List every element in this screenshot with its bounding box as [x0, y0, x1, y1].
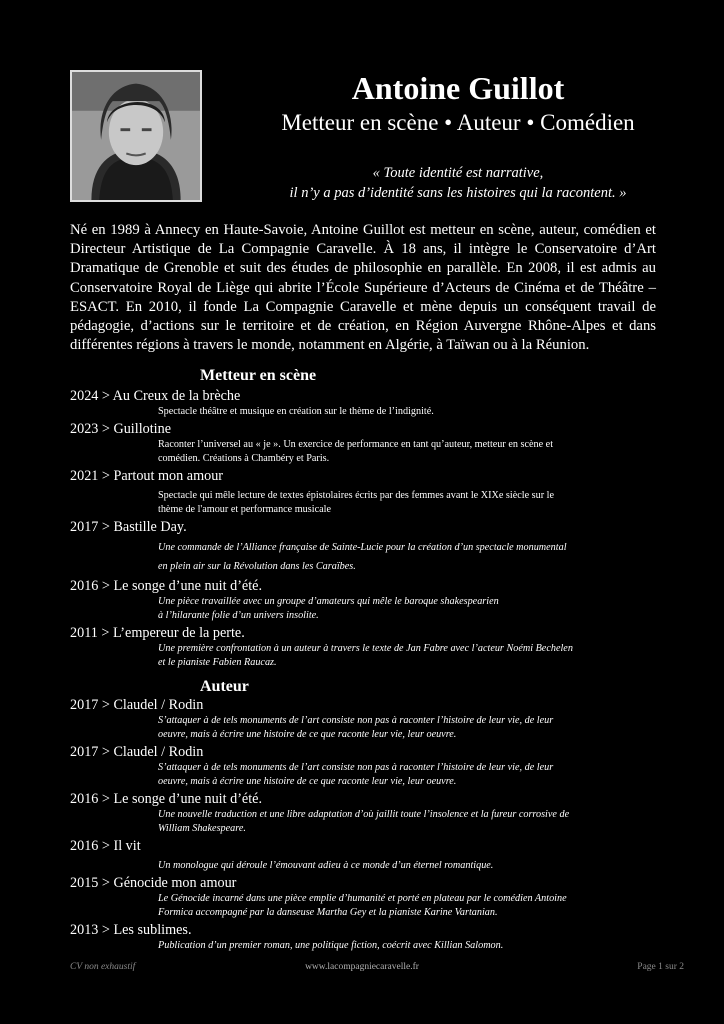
entry-description	[158, 642, 670, 672]
entry-heading: 2021 > Partout mon amour	[70, 468, 224, 484]
person-name: Antoine Guillot	[351, 70, 565, 106]
quote-line-1: « Toute identité est narrative,	[372, 165, 544, 181]
entry-heading: 2017 > Claudel / Rodin	[70, 697, 204, 713]
quote-line-2: il n’y a pas d’identité sans les histoires qui la racontent. »	[289, 185, 627, 201]
description-line: oeuvre, mais à écrire une histoire de ce que raconte leur vie, leur oeuvre.	[158, 776, 457, 787]
entry-heading: 2016 > Le songe d’une nuit d’été.	[70, 578, 262, 594]
entry	[70, 744, 670, 791]
entry-description	[158, 939, 670, 955]
section-entries-metteur	[70, 388, 670, 672]
entry	[70, 468, 670, 519]
footer-website-link[interactable]: www.lacompagniecaravelle.fr	[305, 962, 419, 972]
description-line: Raconter l’universel au « je ». Un exercice de performance en tant qu’auteur, metteur en scène et	[158, 439, 554, 450]
entry-heading: 2015 > Génocide mon amour	[70, 875, 237, 891]
description-line: S’attaquer à de tels monuments de l’art consiste non pas à raconter l’histoire de leur vie, de leur	[158, 715, 554, 726]
entry	[70, 791, 670, 838]
entry	[70, 838, 670, 875]
entry-heading: 2013 > Les sublimes.	[70, 922, 192, 938]
entry	[70, 875, 670, 922]
entry	[70, 388, 670, 421]
entry-description	[158, 892, 670, 922]
entry	[70, 519, 670, 578]
description-line: Publication d’un premier roman, une politique fiction, coécrit avec Killian Salomon.	[158, 940, 504, 951]
description-line: Formica accompagné par la danseuse Martha Gey et la pianiste Karine Vartanian.	[158, 907, 498, 918]
roles-subtitle: Metteur en scène • Auteur • Comédien	[281, 110, 635, 135]
entry-description	[158, 485, 670, 519]
entry-heading: 2011 > L’empereur de la perte.	[70, 625, 245, 641]
description-line: William Shakespeare.	[158, 823, 246, 834]
biography-paragraph: Né en 1989 à Annecy en Haute-Savoie, Antoine Guillot est metteur en scène, auteur, comédien et Directeur Artistique de La Compagnie Caravelle. À 18 ans, il intègre le Conservatoire d’Art Dramatique de Grenoble et suit des études de philosophie en parallèle. En 2008, il est admis au Conservatoire Royal de Liège qui abrite l’École Supérieure d’Acteurs de Cinéma et de Théâtre – ESACT. En 2010, il fonde La Compagnie Caravelle et mène depuis un conséquent travail de pédagogie, d’actions sur le territoire et de création, en Région Auvergne Rhône-Alpes et dans différentes régions à travers le monde, notamment en Algérie, à Taïwan ou à la Réunion.	[70, 222, 656, 354]
entry	[70, 578, 670, 625]
entry-description	[158, 405, 670, 421]
description-line: à l’hilarante folie d’un univers insolite.	[158, 610, 319, 621]
portrait-photo	[70, 70, 202, 202]
entry-description	[158, 536, 670, 578]
description-line: Une pièce travaillée avec un groupe d’amateurs qui mêle le baroque shakespearien	[158, 596, 499, 607]
description-line: oeuvre, mais à écrire une histoire de ce que raconte leur vie, leur oeuvre.	[158, 729, 457, 740]
entry-heading: 2017 > Bastille Day.	[70, 519, 187, 535]
entry-description	[158, 808, 670, 838]
entry-heading: 2016 > Il vit	[70, 838, 141, 854]
description-line: Une nouvelle traduction et une libre adaptation d’où jaillit toute l’insolence et la fureur corrosive de	[158, 809, 570, 820]
footer-page-number: Page 1 sur 2	[637, 962, 684, 972]
description-line: Un monologue qui déroule l’émouvant adieu à ce monde d’un éternel romantique.	[158, 860, 494, 871]
description-line: comédien. Créations à Chambéry et Paris.	[158, 453, 330, 464]
description-line: Spectacle théâtre et musique en création sur le thème de l’indignité.	[158, 406, 434, 417]
section-title-auteur: Auteur	[200, 678, 249, 695]
entry-description	[158, 438, 670, 468]
entry-heading: 2016 > Le songe d’une nuit d’été.	[70, 791, 262, 807]
description-line: Spectacle qui mêle lecture de textes épistolaires écrits par des femmes avant le XIXe siècle sur le	[158, 490, 555, 501]
quote	[230, 163, 686, 203]
section-entries-auteur	[70, 697, 670, 955]
section-title-metteur: Metteur en scène	[200, 367, 317, 384]
description-line: Une première confrontation à un auteur à travers le texte de Jan Fabre avec l’acteur Noémi Bechelen	[158, 643, 573, 654]
description-line: Une commande de l’Alliance française de Sainte-Lucie pour la création d’un spectacle monumental	[158, 542, 567, 553]
entry-heading: 2024 > Au Creux de la brèche	[70, 388, 241, 404]
entry-description	[158, 761, 670, 791]
description-line: S’attaquer à de tels monuments de l’art consiste non pas à raconter l’histoire de leur vie, de leur	[158, 762, 554, 773]
entry-description	[158, 714, 670, 744]
entry	[70, 697, 670, 744]
description-line: thème de l'amour et performance musicale	[158, 504, 331, 515]
description-line: et le pianiste Fabien Raucaz.	[158, 657, 277, 668]
entry-heading: 2017 > Claudel / Rodin	[70, 744, 204, 760]
entry-heading: 2023 > Guillotine	[70, 421, 172, 437]
entry-description	[158, 855, 670, 875]
entry	[70, 922, 670, 955]
entry-description	[158, 595, 670, 625]
portrait-image	[72, 72, 200, 200]
entry	[70, 625, 670, 672]
entry	[70, 421, 670, 468]
footer-note: CV non exhaustif	[70, 962, 136, 972]
description-line: en plein air sur la Révolution dans les Caraïbes.	[158, 561, 356, 572]
description-line: Le Génocide incarné dans une pièce emplie d’humanité et porté en plateau par le comédien Antoine	[158, 893, 567, 904]
